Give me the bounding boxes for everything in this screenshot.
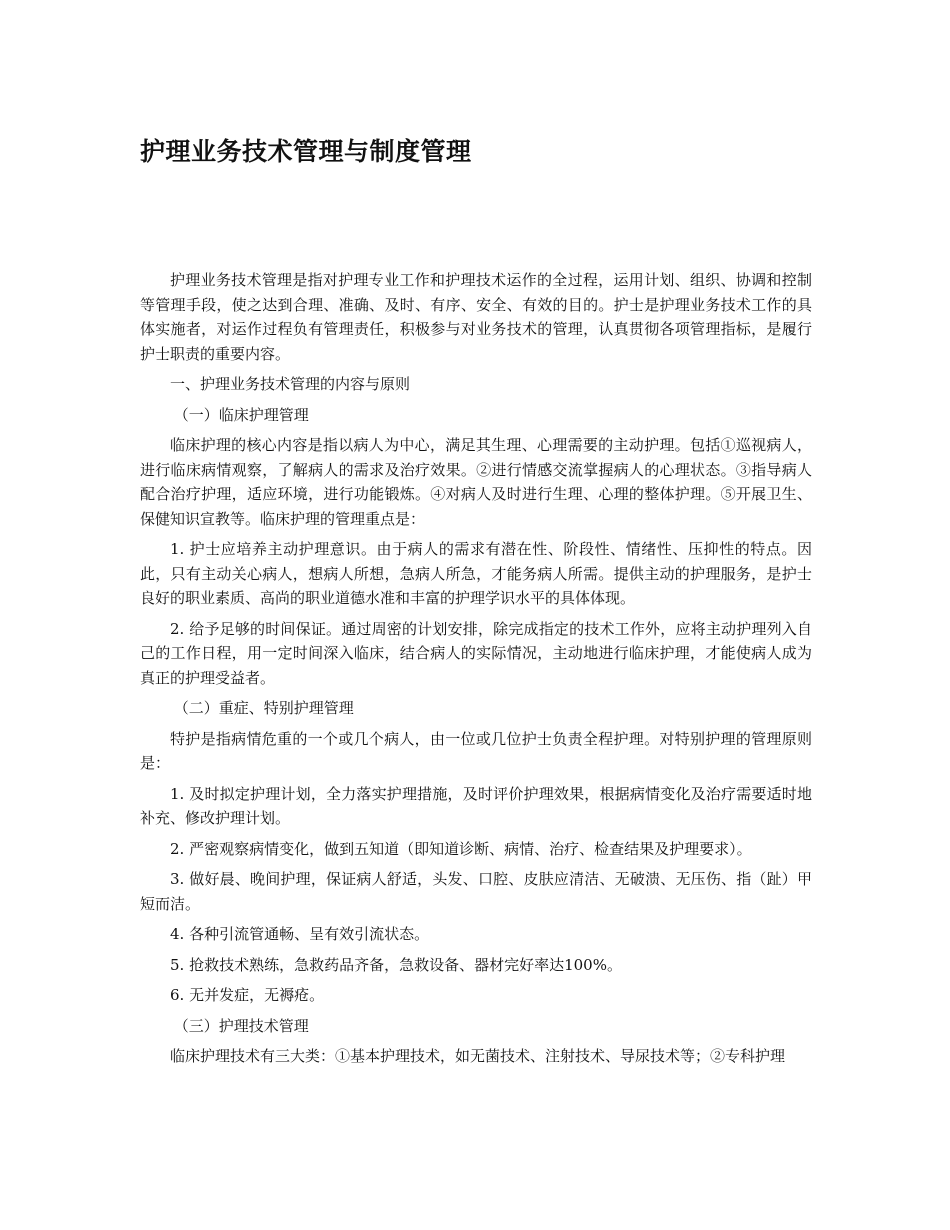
special-care-point-4: 4. 各种引流管通畅、呈有效引流状态。 <box>170 925 430 943</box>
technique-paragraph: 临床护理技术有三大类：①基本护理技术，如无菌技术、注射技术、导尿技术等；②专科护理 <box>170 1047 786 1065</box>
clinical-care-paragraph: 临床护理的核心内容是指以病人为中心，满足其生理、心理需要的主动护理。包括①巡视病人，进行临床病情观察，了解病人的需求及治疗效果。②进行情感交流掌握病人的心理状态。③指导病人配合治疗护理，适应环境，进行功能锻炼。④对病人及时进行生理、心理的整体护理。⑤开展卫生、保健知识宣教等。临床护理的管理重点是： <box>140 436 812 528</box>
document-title: 护理业务技术管理与制度管理 <box>140 137 472 166</box>
special-care-point-3: 3. 做好晨、晚间护理，保证病人舒适，头发、口腔、皮肤应清洁、无破溃、无压伤、指（趾）甲短而洁。 <box>140 870 812 913</box>
special-care-point-1: 1. 及时拟定护理计划，全力落实护理措施，及时评价护理效果，根据病情变化及治疗需要适时地补充、修改护理计划。 <box>140 784 812 827</box>
document-body <box>140 268 812 1075</box>
subsection-heading-special-care: （二）重症、特别护理管理 <box>173 699 354 717</box>
subsection-heading-clinical: （一）临床护理管理 <box>173 405 309 424</box>
clinical-point-1: 1. 护士应培养主动护理意识。由于病人的需求有潜在性、阶段性、情绪性、压抑性的特点。因此，只有主动关心病人，想病人所想，急病人所急，才能务病人所需。提供主动的护理服务，是护士良好的职业素质、高尚的职业道德水准和丰富的护理学识水平的具体体现。 <box>140 540 812 607</box>
intro-paragraph: 护理业务技术管理是指对护理专业工作和护理技术运作的全过程，运用计划、组织、协调和控制等管理手段，使之达到合理、准确、及时、有序、安全、有效的目的。护士是护理业务技术工作的具体实施者，对运作过程负有管理责任，积极参与对业务技术的管理，认真贯彻各项管理指标，是履行护士职责的重要内容。 <box>140 271 812 363</box>
clinical-point-2: 2. 给予足够的时间保证。通过周密的计划安排，除完成指定的技术工作外，应将主动护理列入自己的工作日程，用一定时间深入临床，结合病人的实际情况，主动地进行临床护理，才能使病人成为真正的护理受益者。 <box>140 619 812 687</box>
special-care-point-6: 6. 无并发症，无褥疮。 <box>170 986 325 1004</box>
special-care-point-2: 2. 严密观察病情变化，做到五知道（即知道诊断、病情、治疗、检查结果及护理要求）。 <box>170 839 752 858</box>
subsection-heading-technique: （三）护理技术管理 <box>173 1016 309 1035</box>
section-heading-1: 一、护理业务技术管理的内容与原则 <box>170 375 411 393</box>
special-care-paragraph: 特护是指病情危重的一个或几个病人，由一位或几位护士负责全程护理。对特别护理的管理原则是： <box>140 729 812 772</box>
special-care-point-5: 5. 抢救技术熟练，急救药品齐备，急救设备、器材完好率达100%。 <box>170 955 622 974</box>
